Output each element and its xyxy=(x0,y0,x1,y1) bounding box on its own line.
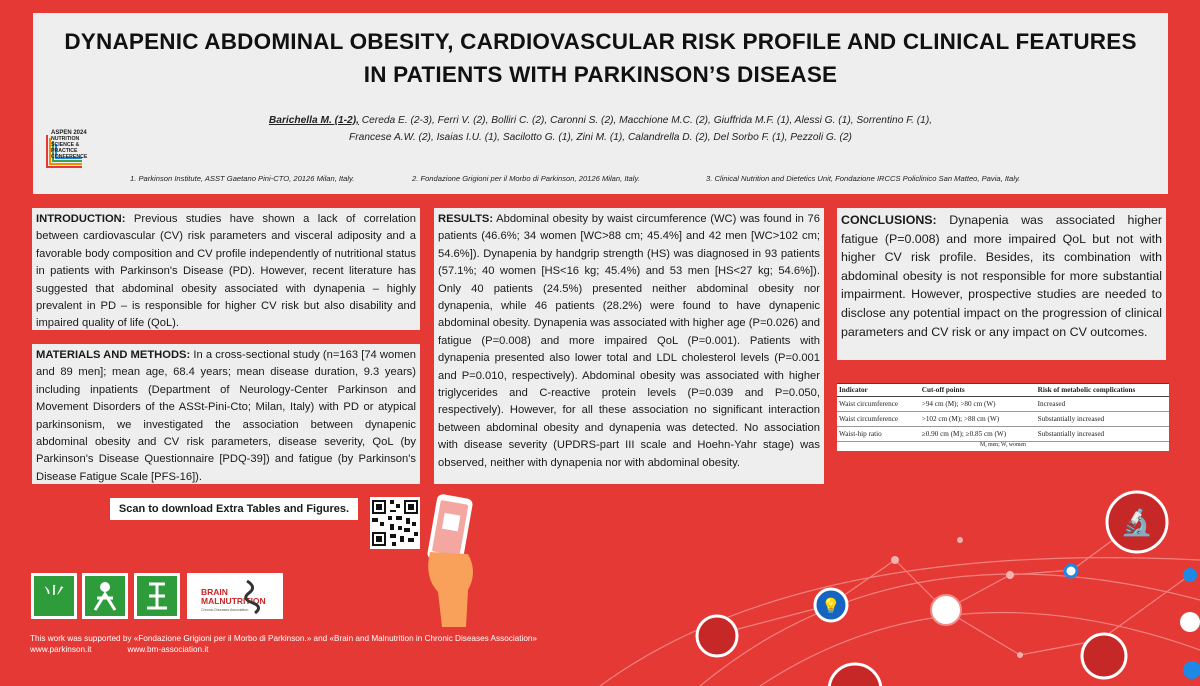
qr-code-icon[interactable] xyxy=(370,497,420,549)
results-heading: RESULTS: xyxy=(438,213,494,225)
bacteria-icon xyxy=(931,595,961,625)
poster-title: DYNAPENIC ABDOMINAL OBESITY, CARDIOVASCULAR RISK PROFILE AND CLINICAL FEATURES IN PATIENTS WITH PARKINSON’S DISEASE xyxy=(64,29,1137,87)
lead-author: Barichella M. (1-2), xyxy=(268,115,359,126)
aspen-logo-text: ASPEN 2024 NUTRITION SCIENCE & PRACTICE CONFERENCE xyxy=(51,130,88,160)
results-text: Abdominal obesity by waist circumference (WC) was found in 76 patients (46.6%; 34 women [WC>88 cm; 45.4%] and 42 men [WC>102 cm; 54.6%]). Dynapenia by handgrip strength (HS) was diagnosed in 93 patients (57.1%; 40 women [HS<16 kg; 45.4%) and 53 men [HS<27 kg; 54.6%]). Only 40 patients (24.5%) presented neither abdominal obesity nor dynapenia, while 46 patients (28.2%) were found to have dynapenic abdominal obesity. Dynapenia was associated with higher age (P=0.026) and fatigue (P=0.008) and more impaired QoL (P=0.001). Patients with dynapenia presented also lower total and LDL cholesterol levels (P=0.001 and P=0.010, respectively). Abdominal obesity was associated with higher triglycerides and C-reactive protein levels (P=0.039 and P=0.050, respectively). However, for all these association no significant interaction between abdominal obesity and dynapenia was detected. No association with disease severity (UPDRS-part III scale and Hoehn-Yahr stage) was observed, neither with dynapenia nor with abdominal obesity. xyxy=(438,213,820,469)
table-row: Waist circumference >102 cm (M); >88 cm (W) Substantially increased xyxy=(837,412,1169,427)
footer xyxy=(30,633,537,655)
introduction-section xyxy=(32,208,420,330)
parkinson-link[interactable]: www.parkinson.it xyxy=(30,645,92,654)
poster-header xyxy=(33,13,1168,194)
parkinson-logo-1 xyxy=(31,573,77,619)
conclusions-heading: CONCLUSIONS: xyxy=(841,213,937,227)
svg-text:⺌: ⺌ xyxy=(42,583,66,611)
intestine-icon xyxy=(1082,634,1126,678)
introduction-heading: INTRODUCTION: xyxy=(36,213,126,225)
svg-text:MALNUTRITION: MALNUTRITION xyxy=(201,596,266,606)
affiliation-2: 2. Fondazione Grigioni per il Morbo di Parkinson, 20126 Milan, Italy. xyxy=(412,174,640,183)
brain-malnutrition-logo xyxy=(187,573,283,619)
scan-download-label: Scan to download Extra Tables and Figures. xyxy=(110,498,358,520)
waist-risk-table xyxy=(837,383,1169,451)
table-row: Waist-hip ratio ≥0.90 cm (M); ≥0.85 cm (W) Substantially increased xyxy=(837,427,1169,442)
svg-text:Chronic Diseases Association: Chronic Diseases Association xyxy=(201,608,249,612)
svg-text:BRAIN: BRAIN xyxy=(201,587,228,597)
bm-association-link[interactable]: www.bm-association.it xyxy=(127,645,209,654)
svg-text:💡: 💡 xyxy=(821,598,841,615)
methods-text: In a cross-sectional study (n=163 [74 women and 89 men]; mean age, 68.4 years; mean disease duration, 9.3 years) including inpatients (Department of Neurology-Center Parkinson and Movement Disorders of the ASSt-Pini-Cto; Milan, Italy) with PD or atypical parkinsonism, we investigated the association between dynapenic abdominal obesity and CV risk parameters, disease severity, QoL (by Parkinson's Disease Questionnaire [PDQ-39]) and fatigue (by Parkinson's Disease Fatigue Scale [PFS-16]). xyxy=(36,349,416,483)
funding-statement: This work was supported by «Fondazione Grigioni per il Morbo di Parkinson.» and «Brain and Malnutrition in Chronic Diseases Association» xyxy=(30,634,537,643)
introduction-text: Previous studies have shown a lack of correlation between cardiovascular (CV) risk parameters and visceral adiposity and a favorable body composition and CV profile independently of nutritional status in patients with Parkinson's Disease (PD). However, recent literature has suggested that abdominal obesity associated with dynapenia – highly prevalent in PD – is responsible for higher CV risk but also disability and impaired quality of life (QoL). xyxy=(36,213,416,330)
petri-dish-icon xyxy=(697,616,737,656)
phone-scanning-icon xyxy=(422,492,482,628)
parkinson-logo-3 xyxy=(134,573,180,619)
parkinson-logo-2 xyxy=(82,573,128,619)
affiliation-3: 3. Clinical Nutrition and Dietetics Unit, Fondazione IRCCS Policlinico San Matteo, Pavia, Italy. xyxy=(706,174,1021,183)
svg-text:🔬: 🔬 xyxy=(1120,507,1154,537)
methods-heading: MATERIALS AND METHODS: xyxy=(36,349,191,361)
table-row: Waist circumference >94 cm (M); >80 cm (W) Increased xyxy=(837,397,1169,412)
affiliation-1: 1. Parkinson Institute, ASST Gaetano Pini-CTO, 20126 Milan, Italy. xyxy=(130,174,355,183)
table-note: M, men; W, women xyxy=(980,442,1026,448)
results-section xyxy=(434,208,824,484)
conclusions-text: Dynapenia was associated higher fatigue (P=0.008) and more impaired QoL but not with higher CV risk profile. Besides, its combination with abdominal obesity is not responsible for more substantial impairment. However, prospective studies are needed to disclose any potential impact on the progression of clinical parameters and CV risk or any impact on CV outcomes. xyxy=(841,213,1162,339)
methods-section xyxy=(32,344,420,484)
table-header-row: Indicator Cut-off points Risk of metabolic complications xyxy=(837,384,1169,397)
conclusions-section xyxy=(837,208,1166,360)
author-list: Barichella M. (1-2), Cereda E. (2-3), Ferri V. (2), Bolliri C. (2), Caronni S. (2), Macchione M.C. (2), Giuffrida M.F. (1), Alessi G. (1), Sorrentino F. (1), Francese A.W. (2), Isaias I.U. (1), Sacilotto G. (1), Zini M. (1), Calandrella D. (2), Del Sorbo F. (1), Pezzoli G. (2) xyxy=(268,115,933,143)
